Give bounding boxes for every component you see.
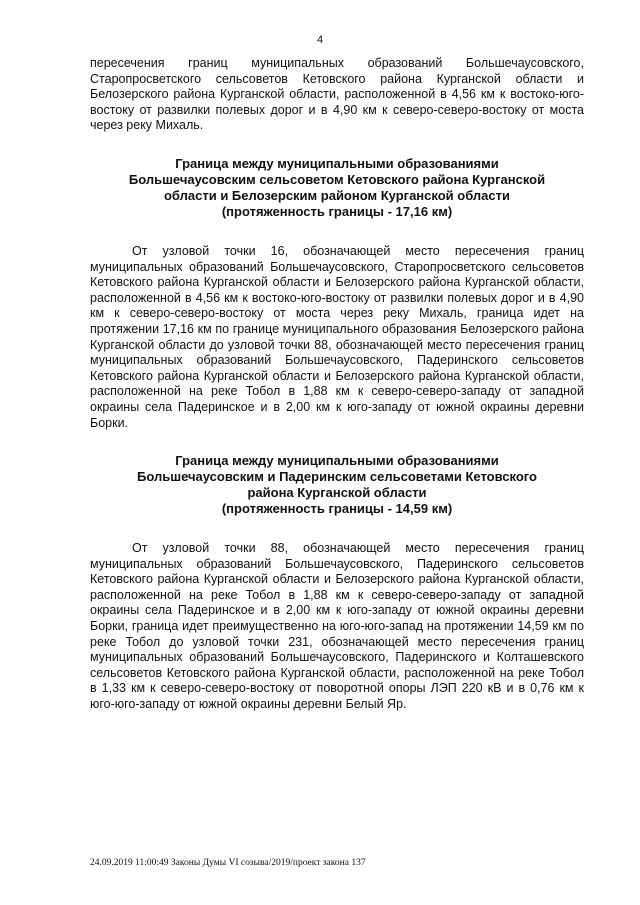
section-2-heading-line: Граница между муниципальными образованиями <box>175 453 499 469</box>
section-2-heading-line: Большечаусовским и Падеринским сельсоветами Кетовского <box>137 469 537 485</box>
section-1-heading-line: области и Белозерским районом Курганской области <box>163 187 510 203</box>
section-1-heading-line: Граница между муниципальными образованиями <box>175 155 499 171</box>
section-2-heading-length: (протяженность границы - 14,59 км) <box>221 501 453 517</box>
section-1-heading-length: (протяженность границы - 17,16 км) <box>221 203 453 219</box>
section-1-heading-line: Большечаусовским сельсоветом Кетовского района Курганской <box>128 171 546 187</box>
footer-document-path: 24.09.2019 11:00:49 Законы Думы VI созыва/2019/проект закона 137 <box>90 858 366 868</box>
section-2-heading <box>90 453 584 517</box>
document-body <box>90 56 584 713</box>
section-1-paragraph: От узловой точки 16, обозначающей место пересечения границ муниципальных образований Большечаусовского, Старопросветского сельсоветов Кетовского района Курганской области и Белозерского района Курганской области, расположенной в 4,56 км к востоко-юго-востоку от развилки полевых дорог и в 4,90 км к северо-северо-востоку от моста через реку Михаль, граница идет на протяжении 17,16 км по границе муниципального образования Белозерского района Курганской области до узловой точки 88, обозначающей место пересечения границ муниципальных образований Большечаусовского, Падеринского сельсоветов Кетовского района Курганской области и Белозерского района Курганской области, расположенной на реке Тобол в 1,88 км к северо-северо-западу от западной окраины села Падеринское и в 2,00 км к юго-западу от южной окраины деревни Борки. <box>90 243 584 430</box>
section-2-heading-line: района Курганской области <box>247 485 427 501</box>
page-number: 4 <box>316 34 324 46</box>
intro-paragraph: пересечения границ муниципальных образований Большечаусовского, Старопросветского сельсоветов Кетовского района Курганской области и Белозерского района Курганской области, расположенной в 4,56 км к востоко-юго-востоку от развилки полевых дорог и в 4,90 км к северо-северо-востоку от моста через реку Михаль. <box>90 56 584 133</box>
section-2-paragraph: От узловой точки 88, обозначающей место пересечения границ муниципальных образований Большечаусовского, Падеринского сельсоветов Кетовского района Курганской области и Белозерского района Курганской области, расположенной на реке Тобол в 1,88 км к северо-северо-западу от западной окраины села Падеринское и в 2,00 км к юго-западу от южной окраины деревни Борки, граница идет преимущественно на юго-юго-запад на протяжении 14,59 км по реке Тобол до узловой точки 231, обозначающей место пересечения границ муниципальных образований Большечаусовского, Падеринского и Колташевского сельсоветов Кетовского района Курганской области, расположенной на реке Тобол в 1,33 км к северо-северо-востоку от поворотной опоры ЛЭП 220 кВ и в 0,76 км к юго-юго-западу от южной окраины деревни Белый Яр. <box>90 541 584 712</box>
section-1-heading <box>90 156 584 220</box>
